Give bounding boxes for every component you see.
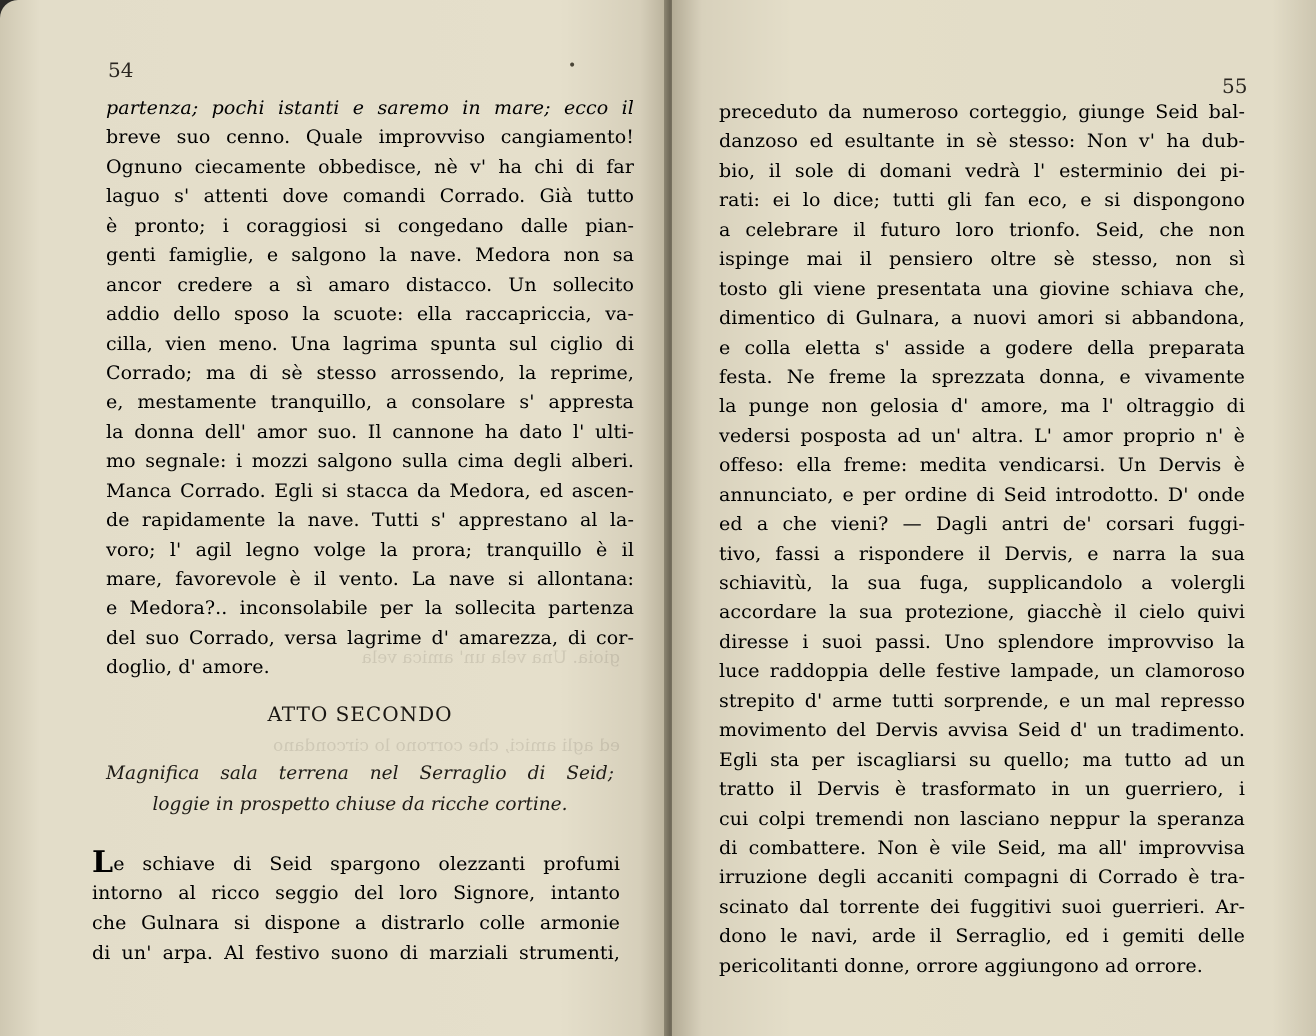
text-line: accordare la sua protezione, giacchè il cielo quivi [719,601,1245,624]
text-line: bio, il sole di domani vedrà l' esterminio dei pi- [719,159,1245,182]
text-line: di un' arpa. Al festivo suono di marziali strumenti, [92,942,620,964]
scene-description [106,758,614,820]
text-line: tosto gli viene presentata una giovine schiava che, [719,277,1245,300]
bleed-through-text: gioia. Una vela un' amica vela [361,648,620,668]
text-line: danzoso ed esultante in sè stesso: Non v' ha dub- [719,130,1245,153]
text-line: cui colpi tremendi non lasciano neppur la speranza [719,807,1245,830]
bleed-through-text: ed agli amici, che corrono lo circondano [273,736,620,756]
text-line: Egli sta per iscagliarsi su quello; ma tutto ad un [719,748,1245,771]
text-line: dimentico di Gulnara, a nuovi amori si abbandona, [719,307,1245,330]
ink-mark: • [568,58,577,74]
text-line: preceduto da numeroso corteggio, giunge Seid bal- [719,101,1245,123]
text-line: e, mestamente tranquillo, a consolare s' appresta [106,391,634,414]
text-line: la punge non gelosia d' amore, ma l' oltraggio di [719,395,1245,418]
text-line: doglio, d' amore. [106,656,270,679]
text-line: di combattere. Non è vile Seid, ma all' improvvisa [719,836,1245,859]
text-line: mo segnale: i mozzi salgono sulla cima degli alberi. [106,450,634,473]
text-line: partenza; pochi istanti e saremo in mare; ecco il [106,97,634,119]
text-line: laguo s' attenti dove comandi Corrado. Già tutto [106,185,634,208]
text-line: scinato dal torrente dei fuggitivi suoi guerrieri. Ar- [719,895,1245,918]
text-line: tivo, fassi a rispondere il Dervis, e narra la sua [719,542,1245,565]
text-line: ispinge mai il pensiero oltre sè stesso, non sì [719,248,1245,271]
text-line: ed a che vieni? — Dagli antri de' corsari fuggi- [719,513,1245,536]
right-page-text [719,98,1245,981]
text-line-first: e schiave di Seid spargono olezzanti profumi [113,853,620,875]
text-line: intorno al ricco seggio del loro Signore, intanto [92,882,620,904]
text-line: pericolitanti donne, orrore aggiungono ad orrore. [719,954,1203,977]
text-line: ancor credere a sì amaro distacco. Un sollecito [106,273,634,296]
text-line: che Gulnara si dispone a distrarlo colle armonie [92,912,620,934]
text-line: breve suo cenno. Quale improvviso cangiamento! [106,126,634,149]
text-line: e colla eletta s' asside a godere della preparata [719,336,1245,359]
text-line: voro; l' agil legno volge la prora; tranquillo è il [106,538,634,561]
text-line: cilla, vien meno. Una lagrima spunta sul ciglio di [106,332,634,355]
text-line: tratto il Dervis è trasformato in un guerriero, i [719,778,1245,801]
text-line: del suo Corrado, versa lagrime d' amarezza, di cor- [106,626,634,649]
text-line: schiavitù, la sua fuga, supplicandolo a volergli [719,572,1245,594]
text-line: strepito d' arme tutti sorprende, e un mal represso [719,689,1245,712]
text-line: diresse i suoi passi. Uno splendore improvviso la [719,630,1245,653]
text-line: a celebrare il futuro loro trionfo. Seid, che non [719,218,1245,241]
text-line: luce raddoppia delle festive lampade, un clamoroso [719,660,1245,683]
text-line: Manca Corrado. Egli si stacca da Medora, ed ascen- [106,479,634,502]
left-page-text [106,94,634,683]
text-line: irruzione degli accaniti compagni di Corrado è tra- [719,866,1245,889]
text-line: annunciato, e per ordine di Seid introdotto. D' onde [719,483,1245,506]
drop-cap: L [92,845,114,880]
text-line: dono le navi, arde il Serraglio, ed i gemiti delle [719,925,1245,948]
scene-line: Magnifica sala terrena nel Serraglio di Seid; [106,763,614,784]
text-line: Corrado; ma di sè stesso arrossendo, la reprime, [106,361,634,384]
text-line: è pronto; i coraggiosi si congedano dalle pian- [106,214,634,237]
text-line: genti famiglie, e salgono la nave. Medora non sa [106,244,634,267]
text-line: la donna dell' amor suo. Il cannone ha dato l' ulti- [106,420,634,443]
text-line: mare, favorevole è il vento. La nave si allontana: [106,568,634,590]
text-line [92,845,620,880]
text-line: Ognuno ciecamente obbedisce, nè v' ha chi di far [106,155,634,178]
page-number-right: 55 [1222,74,1248,98]
text-line: de rapidamente la nave. Tutti s' apprestano al la- [106,509,634,532]
text-line: addio dello sposo la scuote: ella raccapriccia, va- [106,303,634,326]
text-line: e Medora?.. inconsolabile per la sollecita partenza [106,597,634,620]
text-line: rati: ei lo dice; tutti gli fan eco, e si dispongono [719,189,1245,212]
text-line: movimento del Dervis avvisa Seid d' un tradimento. [719,719,1245,742]
left-page-text-2 [92,845,620,968]
text-line: offeso: ella freme: medita vendicarsi. Un Dervis è [719,454,1245,477]
text-line: vedersi posposta ad un' altra. L' amor proprio n' è [719,424,1245,447]
text-line: festa. Ne freme la sprezzata donna, e vivamente [719,365,1245,388]
act-title: ATTO SECONDO [267,702,453,726]
scene-line: loggie in prospetto chiuse da ricche cortine. [152,794,568,815]
page-number-left: 54 [108,58,134,82]
